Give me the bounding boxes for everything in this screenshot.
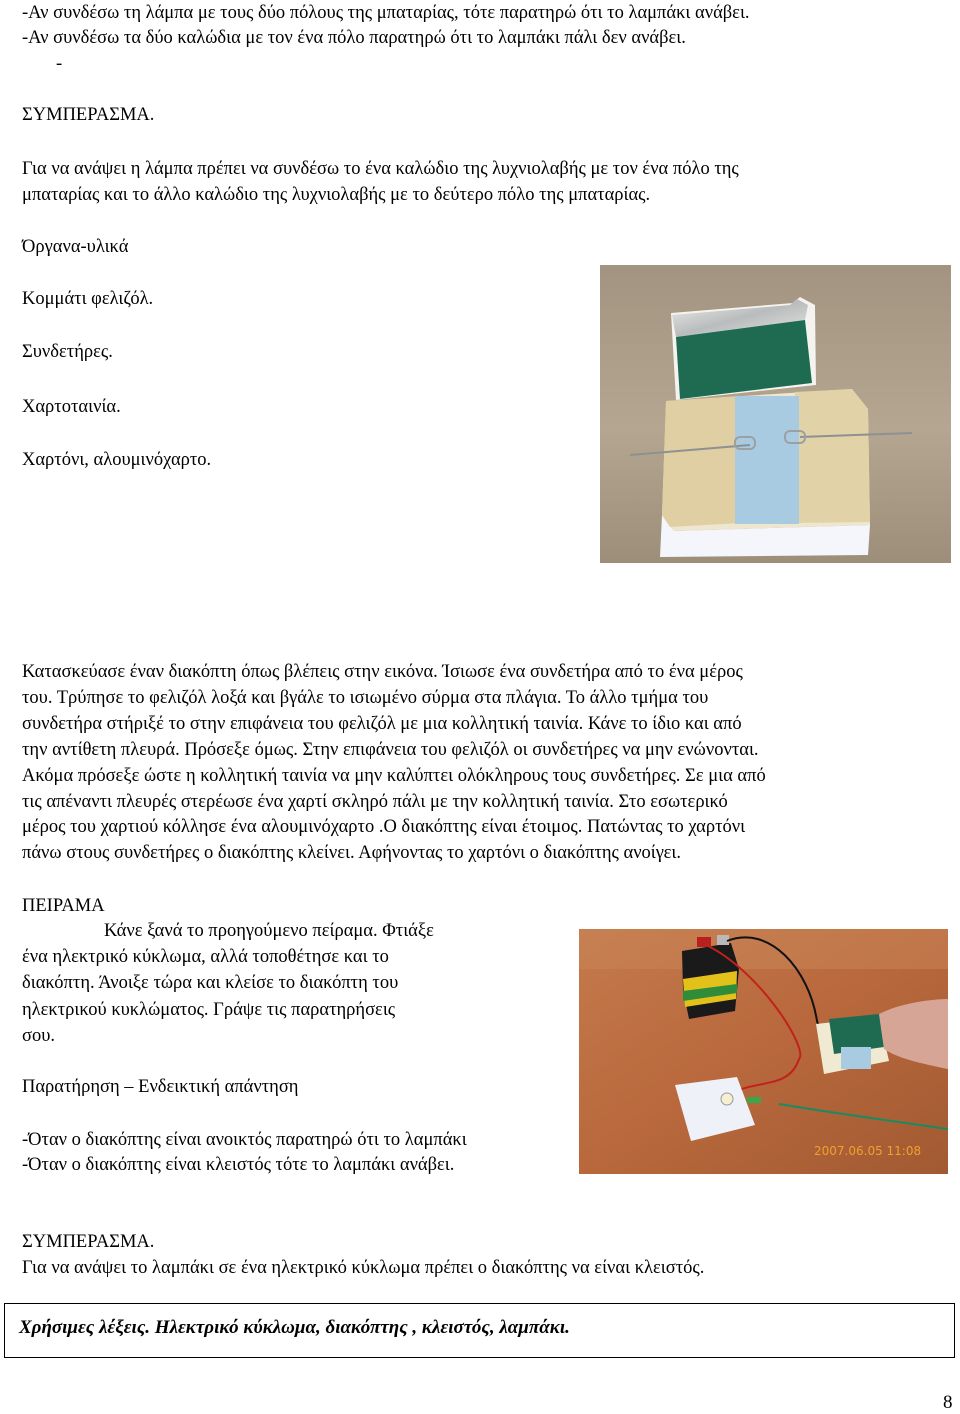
vocabulary-text: Χρήσιμες λέξεις. Ηλεκτρικό κύκλωμα, διακόπτης , κλειστός, λαμπάκι. — [19, 1317, 570, 1338]
intro-line-3: - — [56, 54, 63, 74]
experiment-heading: ΠΕΙΡΑΜΑ — [22, 896, 105, 916]
construction-line: πάνω στους συνδετήρες ο διακόπτης κλείνει. Αφήνοντας το χαρτόνι ο διακόπτης ανοίγει. — [22, 843, 682, 864]
materials-item: Χαρτοταινία. — [22, 397, 121, 417]
experiment-paragraph — [22, 918, 536, 1049]
construction-paragraph — [22, 660, 958, 867]
experiment-line: διακόπτη. Άνοιξε τώρα και κλείσε το διακόπτη του — [22, 973, 399, 994]
experiment-line: Κάνε ξανά το προηγούμενο πείραμα. Φτιάξε — [104, 921, 434, 941]
construction-line: συνδετήρα στήριξέ το στην επιφάνεια του φελιζόλ με μια κολλητική ταινία. Κάνε το ίδιο και από — [22, 713, 742, 734]
observation-line-2: -Όταν ο διακόπτης είναι κλειστός τότε το λαμπάκι ανάβει. — [22, 1155, 455, 1175]
page-number: 8 — [943, 1392, 953, 1413]
materials-item: Χαρτόνι, αλουμινόχαρτο. — [22, 450, 212, 470]
conclusion-heading: ΣΥΜΠΕΡΑΣΜΑ. — [22, 105, 155, 125]
construction-line: την αντίθετη πλευρά. Πρόσεξε όμως. Στην επιφάνεια του φελιζόλ οι συνδετήρες να μην ενώνονται. — [22, 739, 759, 760]
conclusion-line-2: μπαταρίας και το άλλο καλώδιο της λυχνιολαβής με το δεύτερο πόλο της μπαταρίας. — [22, 185, 651, 205]
conclusion2-text: Για να ανάψει το λαμπάκι σε ένα ηλεκτρικό κύκλωμα πρέπει ο διακόπτης να είναι κλειστός. — [22, 1258, 705, 1278]
materials-item: Κομμάτι φελιζόλ. — [22, 289, 154, 309]
experiment-line: ένα ηλεκτρικό κύκλωμα, αλλά τοποθέτησε και το — [22, 947, 389, 968]
conclusion2-heading: ΣΥΜΠΕΡΑΣΜΑ. — [22, 1232, 155, 1252]
vocabulary-box — [4, 1303, 955, 1358]
observation-heading: Παρατήρηση – Ενδεικτική απάντηση — [22, 1077, 299, 1097]
construction-line: Κατασκεύασε έναν διακόπτη όπως βλέπεις στην εικόνα. Ίσιωσε ένα συνδετήρα από το ένα μέρος — [22, 662, 743, 682]
intro-line-1: -Αν συνδέσω τη λάμπα με τους δύο πόλους της μπαταρίας, τότε παρατηρώ ότι το λαμπάκι ανάβει. — [22, 3, 750, 23]
construction-line: τις απέναντι πλευρές στερέωσε ένα χαρτί σκληρό πάλι με την κολλητική ταινία. Στο εσωτερικό — [22, 791, 728, 812]
construction-line: Ακόμα πρόσεξε ώστε η κολλητική ταινία να μην καλύπτει ολόκληρους τους συνδετήρες. Σε μια από — [22, 765, 766, 786]
intro-line-2: -Αν συνδέσω τα δύο καλώδια με τον ένα πόλο παρατηρώ ότι το λαμπάκι πάλι δεν ανάβει. — [22, 28, 686, 48]
construction-line: μέρος του χαρτιού κόλλησε ένα αλουμινόχαρτο .Ο διακόπτης είναι έτοιμος. Πατώντας το χαρτόνι — [22, 817, 746, 838]
materials-item: Συνδετήρες. — [22, 342, 113, 362]
observation-line-1: -Όταν ο διακόπτης είναι ανοικτός παρατηρώ ότι το λαμπάκι — [22, 1130, 467, 1150]
switch-photo — [600, 265, 951, 563]
experiment-line: σου. — [22, 1025, 56, 1046]
materials-heading: Όργανα-υλικά — [22, 237, 129, 257]
circuit-photo — [579, 929, 948, 1174]
construction-line: του. Τρύπησε το φελιζόλ λοξά και βγάλε το ισιωμένο σύρμα στα πλάγια. Το άλλο τμήμα του — [22, 687, 709, 708]
experiment-line: ηλεκτρικού κυκλώματος. Γράψε τις παρατηρήσεις — [22, 999, 396, 1020]
photo-timestamp: 2007.06.05 11:08 — [814, 1144, 922, 1158]
conclusion-line-1: Για να ανάψει η λάμπα πρέπει να συνδέσω το ένα καλώδιο της λυχνιολαβής με τον ένα πόλο της — [22, 159, 739, 179]
